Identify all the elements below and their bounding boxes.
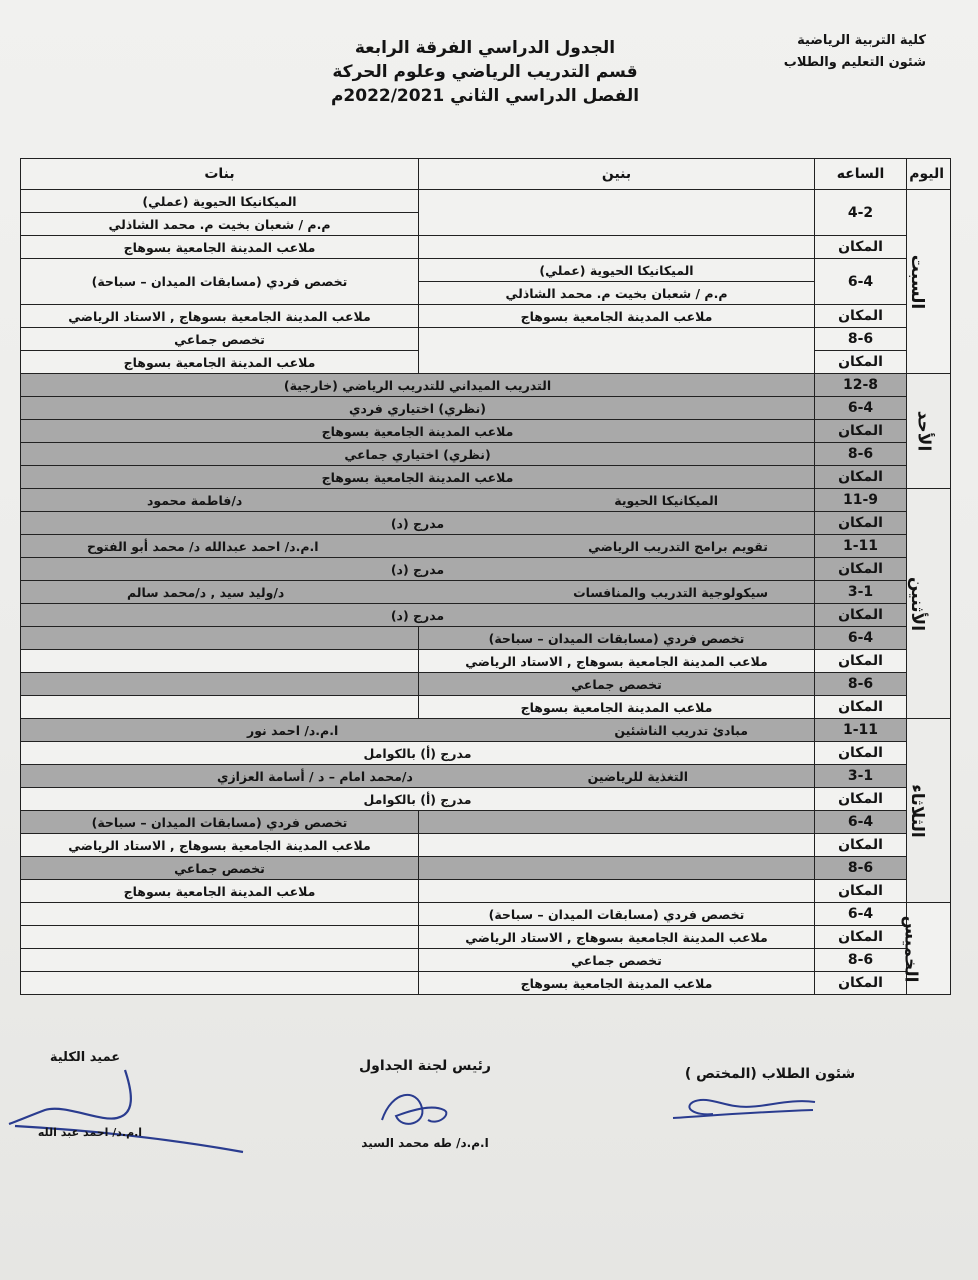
table-row (21, 811, 951, 834)
table-row (21, 489, 951, 512)
location-label: المكان (815, 788, 907, 811)
table-row (21, 305, 951, 328)
merged-cell: مدرج (د) (21, 512, 815, 535)
dean-name: ا.م.د/ احمد عبد الله (37, 1126, 143, 1139)
girls-cell-empty (21, 949, 419, 972)
boys-cell-empty (419, 834, 815, 857)
table-row (21, 604, 951, 627)
girls-cell: م.م / شعبان بخيت م. محمد الشاذلي (21, 213, 419, 236)
girls-cell: الميكانيكا الحيوية (عملي) (21, 190, 419, 213)
merged-cell (21, 719, 815, 742)
merged-cell: مدرج (د) (21, 604, 815, 627)
time-cell: 6-4 (815, 903, 907, 926)
girls-cell-empty (21, 903, 419, 926)
table-row (21, 190, 951, 213)
girls-cell-empty (21, 627, 419, 650)
col-header-girls: بنات (21, 159, 419, 190)
boys-cell: ملاعب المدينة الجامعية بسوهاج (419, 696, 815, 719)
course-name: التغذية للرياضين (587, 768, 688, 784)
schedule-title: الجدول الدراسي الفرقة الرابعة (354, 38, 616, 58)
boys-cell-empty (419, 190, 815, 236)
boys-cell: تخصص فردي (مسابقات الميدان – سباحة) (419, 627, 815, 650)
merged-cell: ملاعب المدينة الجامعية بسوهاج (21, 466, 815, 489)
location-label: المكان (815, 926, 907, 949)
table-row (21, 673, 951, 696)
instructor-name: ا.م.د/ احمد عبدالله د/ محمد أبو الفتوح (87, 538, 319, 554)
merged-cell: مدرج (أ) بالكوامل (21, 788, 815, 811)
committee-chair-signature (372, 1080, 462, 1140)
table-row (21, 420, 951, 443)
merged-cell (21, 765, 815, 788)
table-row (21, 558, 951, 581)
location-label: المكان (815, 558, 907, 581)
boys-cell: م.م / شعبان بخيت م. محمد الشاذلي (419, 282, 815, 305)
time-cell: 6-4 (815, 259, 907, 305)
time-cell: 8-6 (815, 949, 907, 972)
boys-cell-empty (419, 880, 815, 903)
boys-cell: تخصص فردي (مسابقات الميدان – سباحة) (419, 903, 815, 926)
table-row (21, 765, 951, 788)
location-label: المكان (815, 512, 907, 535)
table-row (21, 535, 951, 558)
dean-label: عميد الكلية (49, 1050, 121, 1065)
instructor-name: د/فاطمة محمود (147, 492, 243, 508)
instructor-name: د/محمد امام – د / أسامة العزازي (217, 768, 413, 784)
merged-cell: التدريب الميداني للتدريب الرياضي (خارجية) (21, 374, 815, 397)
table-row (21, 627, 951, 650)
boys-cell: تخصص جماعي (419, 949, 815, 972)
course-name: مبادئ تدريب الناشئين (614, 722, 748, 738)
merged-cell: ملاعب المدينة الجامعية بسوهاج (21, 420, 815, 443)
boys-cell: ملاعب المدينة الجامعية بسوهاج (419, 305, 815, 328)
girls-cell-empty (21, 972, 419, 995)
time-cell: 8-6 (815, 328, 907, 351)
instructor-name: ا.م.د/ احمد نور (247, 722, 339, 738)
day-saturday: السبت (907, 190, 951, 374)
merged-cell: (نظري) اختياري فردي (21, 397, 815, 420)
time-cell: 6-4 (815, 811, 907, 834)
table-row (21, 834, 951, 857)
student-affairs-signature (665, 1088, 825, 1128)
girls-cell-empty (21, 650, 419, 673)
table-row (21, 512, 951, 535)
table-row (21, 259, 951, 282)
col-header-day: اليوم (907, 159, 951, 190)
issuer-block (726, 30, 926, 74)
girls-cell: تخصص فردي (مسابقات الميدان – سباحة) (21, 811, 419, 834)
time-cell: 1-11 (815, 719, 907, 742)
committee-chair-label: رئيس لجنة الجداول (358, 1058, 491, 1074)
table-row (21, 374, 951, 397)
merged-cell: (نظري) اختياري جماعي (21, 443, 815, 466)
time-cell: 8-6 (815, 443, 907, 466)
day-monday: الأثنين (907, 489, 951, 719)
merged-cell: مدرج (أ) بالكوامل (21, 742, 815, 765)
table-row (21, 696, 951, 719)
girls-cell: ملاعب المدينة الجامعية بسوهاج (21, 351, 419, 374)
institution-name: كلية التربية الرياضية (797, 33, 926, 48)
time-cell: 4-2 (815, 190, 907, 236)
day-tuesday: الثلاثاء (907, 719, 951, 903)
boys-cell-empty (419, 328, 815, 374)
location-label: المكان (815, 972, 907, 995)
boys-cell-empty (419, 811, 815, 834)
table-row (21, 788, 951, 811)
table-row (21, 397, 951, 420)
table-header-row (21, 159, 951, 190)
table-row (21, 949, 951, 972)
location-label: المكان (815, 420, 907, 443)
semester-label: الفصل الدراسي الثاني 2022/2021م (330, 86, 640, 106)
merged-cell: مدرج (د) (21, 558, 815, 581)
boys-cell: ملاعب المدينة الجامعية بسوهاج , الاستاد الرياضي (419, 650, 815, 673)
merged-cell (21, 581, 815, 604)
committee-chair-name: ا.م.د/ طه محمد السيد (361, 1136, 489, 1150)
time-cell: 6-4 (815, 627, 907, 650)
location-label: المكان (815, 880, 907, 903)
location-label: المكان (815, 742, 907, 765)
student-affairs-label: شئون الطلاب (المختص ) (684, 1066, 856, 1082)
table-row (21, 972, 951, 995)
table-row (21, 857, 951, 880)
day-sunday: الأحد (907, 374, 951, 489)
table-row (21, 742, 951, 765)
location-label: المكان (815, 236, 907, 259)
boys-cell-empty (419, 236, 815, 259)
table-row (21, 719, 951, 742)
location-label: المكان (815, 351, 907, 374)
department-name: قسم التدريب الرياضي وعلوم الحركة (332, 62, 638, 82)
col-header-time: الساعه (815, 159, 907, 190)
table-row (21, 581, 951, 604)
boys-cell: ملاعب المدينة الجامعية بسوهاج , الاستاد الرياضي (419, 926, 815, 949)
girls-cell: ملاعب المدينة الجامعية بسوهاج (21, 880, 419, 903)
time-cell: 8-6 (815, 857, 907, 880)
location-label: المكان (815, 305, 907, 328)
girls-cell-empty (21, 926, 419, 949)
time-cell: 12-8 (815, 374, 907, 397)
location-label: المكان (815, 696, 907, 719)
table-row (21, 650, 951, 673)
boys-cell-empty (419, 857, 815, 880)
girls-cell-empty (21, 673, 419, 696)
location-label: المكان (815, 650, 907, 673)
office-name: شئون التعليم والطلاب (783, 55, 926, 70)
location-label: المكان (815, 834, 907, 857)
location-label: المكان (815, 604, 907, 627)
table-row (21, 926, 951, 949)
dean-signature (5, 1064, 245, 1159)
time-cell: 11-9 (815, 489, 907, 512)
table-row (21, 880, 951, 903)
time-cell: 8-6 (815, 673, 907, 696)
table-row (21, 466, 951, 489)
boys-cell: الميكانيكا الحيوية (عملي) (419, 259, 815, 282)
merged-cell (21, 535, 815, 558)
table-row (21, 328, 951, 351)
girls-cell-empty (21, 696, 419, 719)
girls-cell: ملاعب المدينة الجامعية بسوهاج (21, 236, 419, 259)
table-row (21, 903, 951, 926)
girls-cell: تخصص جماعي (21, 328, 419, 351)
table-row (21, 443, 951, 466)
document-heading (250, 36, 720, 108)
girls-cell: تخصص فردي (مسابقات الميدان – سباحة) (21, 259, 419, 305)
merged-cell (21, 489, 815, 512)
boys-cell: ملاعب المدينة الجامعية بسوهاج (419, 972, 815, 995)
location-label: المكان (815, 466, 907, 489)
instructor-name: د/وليد سيد , د/محمد سالم (127, 584, 285, 600)
table-row (21, 236, 951, 259)
girls-cell: ملاعب المدينة الجامعية بسوهاج , الاستاد الرياضي (21, 305, 419, 328)
girls-cell: تخصص جماعي (21, 857, 419, 880)
time-cell: 1-11 (815, 535, 907, 558)
boys-cell: تخصص جماعي (419, 673, 815, 696)
course-name: تقويم برامج التدريب الرياضي (588, 538, 768, 554)
day-thursday: الخميس (907, 903, 951, 995)
time-cell: 3-1 (815, 765, 907, 788)
course-name: الميكانيكا الحيوية (614, 492, 718, 508)
girls-cell: ملاعب المدينة الجامعية بسوهاج , الاستاد الرياضي (21, 834, 419, 857)
time-cell: 6-4 (815, 397, 907, 420)
time-cell: 3-1 (815, 581, 907, 604)
schedule-table (20, 158, 951, 995)
course-name: سيكولوجية التدريب والمنافسات (573, 584, 768, 600)
col-header-boys: بنين (419, 159, 815, 190)
